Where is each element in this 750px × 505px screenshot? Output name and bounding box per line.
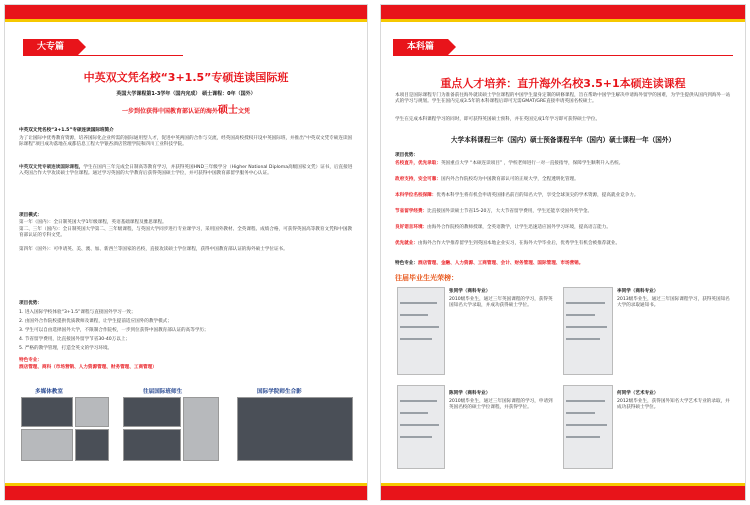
advantage-label: 节省留学经费： xyxy=(395,209,428,214)
caption-group-photo: 国际学院师生合影 xyxy=(257,389,302,395)
advantage-label: 良好语言环境： xyxy=(395,225,428,230)
advantage-label: 名校直升，优先录取： xyxy=(395,161,441,166)
advantage-label: 本科学位名校保障： xyxy=(395,193,437,198)
students-photo xyxy=(183,397,219,461)
highlight-prefix: 一步到位获得中国教育部认证的海外 xyxy=(121,108,218,115)
section-tag: 本科篇 xyxy=(393,39,448,55)
highlight-suffix: 文凭 xyxy=(238,108,251,115)
advantage-label: 政府支持，安全可靠： xyxy=(395,177,441,182)
tag-underline xyxy=(393,55,733,56)
bottom-red-bar xyxy=(5,486,367,500)
advantage-item: 3. 学生可以自由选择国外大学，不限制合作院校，一步到位获得中国教育部认证的高等学历； xyxy=(19,328,209,333)
hnd-title: 中英双文凭专硕连读国际课程， xyxy=(19,165,84,170)
highlight-big: 硕士 xyxy=(218,105,238,116)
intro-text-2: 学生在完成本科课程学习的同时，即可获得英国硕士预科，并在英国完成1年学习即可获得硕士学位。 xyxy=(395,117,601,122)
graduate-name: 陈同学（商科专业） xyxy=(449,391,491,396)
classroom-photo xyxy=(21,429,73,461)
advantage-item xyxy=(395,241,733,247)
advantage-text: 优秀本科学生将有机会申请英国排名前百的知名大学，享受全球顶尖的学术资源，提高就业竞争力。 xyxy=(436,193,639,198)
program-subtitle: 大学本科课程三年（国内）硕士预备课程半年（国内）硕士课程一年（国外） xyxy=(450,136,676,144)
majors-line xyxy=(395,261,733,267)
graduate-name: 何同学（艺术专业） xyxy=(617,391,659,396)
certificate-image xyxy=(397,385,445,469)
students-photo xyxy=(123,397,181,427)
certificate-image xyxy=(563,287,613,375)
graduates-title: 往届毕业生光荣榜： xyxy=(395,274,458,282)
top-yellow-bar xyxy=(381,19,745,22)
tag-underline xyxy=(23,55,183,56)
top-red-bar xyxy=(5,5,367,19)
graduate-name: 张同学（商科专业） xyxy=(449,289,491,294)
advantage-text: 由海外合作院校的教师授课，全英语教学，让学生迅速适应国外学习环境，提高语言能力。 xyxy=(427,225,611,230)
advantage-item xyxy=(395,225,733,231)
left-page xyxy=(4,4,368,501)
advantage-item xyxy=(395,209,733,215)
intro-text: 为了让国际中优秀教育资源，培养国际化企业所需的国际通用型人才，促进中英两国的合作与交流，经英国高校授权开设中英国际班，并推出“中英双文凭专硕连读国际课程”项目成功落地在成都信息工程大学银杏酒店管理学院和四川工业科技学院。 xyxy=(19,136,353,148)
highlight-line xyxy=(5,101,367,116)
intro-text: 本项目是国际课程专门为准备前往海外就读硕士学位课程的中国学生量身定制的研修课程，旨在帮助中国学生解决申请海外留学的困难，为学生提供从国内到海外一站式的学习与规划。学生在国内完成3.5年的本科课程后即可无需GMAT/GRE直接申请英国名校硕士。 xyxy=(395,93,731,105)
graduate-text: 2013级毕业生，通过三年国际课程学习，获得英国知名大学的录取通知书。 xyxy=(617,297,730,309)
classroom-photo xyxy=(75,429,109,461)
page-title: 重点人才培养：直升海外名校3.5+1本硕连读课程 xyxy=(440,77,686,90)
bottom-red-bar xyxy=(381,486,745,500)
advantage-text: 英国重点大学 “本硕连读项目” ，学校老师进行一对一直接指导，保障学生顺利升入名校。 xyxy=(440,161,624,166)
graduate-name: 李同学（商科专业） xyxy=(617,289,659,294)
major-text: 酒店管理、商科（市场营销、人力资源管理、财务管理、工商管理） xyxy=(19,365,157,370)
intro-title: 中英双文凭名校“3+1.5”专硕连读国际班简介 xyxy=(19,128,114,133)
project-mode-line: 第一年（国内）：全日制英国大学1年级课程，英语基础课程及雅思课程。 xyxy=(19,220,167,225)
program-meta: 英国大学课程第1-3学年（国内完成） 硕士课程：0年（国外） xyxy=(116,91,256,97)
advantage-item: 5. 严格的教学管理，打造全英文的学习环境。 xyxy=(19,346,113,351)
hnd-paragraph xyxy=(19,165,355,178)
advantage-item: 4. 节省留学费用，比直接国外留学节省30-40万以上； xyxy=(19,337,131,342)
graduate-text: 2010级毕业生，通过三年国际课程的学习，申请到英国名校的硕士学位课程，并获得学位。 xyxy=(449,399,553,411)
advantage-item: 2. 由国外合作院校提供优质教师及课程，让学生提前适应国外的教学模式； xyxy=(19,319,172,324)
project-mode-title: 项目模式： xyxy=(19,213,42,218)
advantage-item xyxy=(395,193,733,199)
major-title: 特色专业： xyxy=(19,358,42,363)
caption-past-students: 往届国际班师生 xyxy=(143,389,183,395)
project-mode-line: 第二、三年（国内）：全日制英国大学第二、三年级课程，与英国大学同步进行专业课学习，采用国外教材、全英课程、成绩合格，可获得英国高等教育文凭和中国教育部认证的专科文凭。 xyxy=(19,227,353,239)
graduate-text: 2012级毕业生，获得国外知名大学艺术专业的录取，并成功获得硕士学位。 xyxy=(617,399,730,411)
major-text: 酒店管理、金融、人力资源、工商管理、会计、财务管理、国际管理、市场营销。 xyxy=(417,261,584,266)
certificate-image xyxy=(563,385,613,469)
project-mode-line: 第四年（国外）：可申请英、美、澳、加、新西兰等国家的名校，直接攻读硕士学位课程，获得中国教育部认证的海外硕士学位证书。 xyxy=(19,247,288,252)
section-tag: 大专篇 xyxy=(23,39,78,55)
right-page xyxy=(380,4,746,501)
major-title: 特色专业： xyxy=(395,261,418,266)
group-photo xyxy=(237,397,353,461)
classroom-photo xyxy=(21,397,73,427)
advantage-label: 优先就业： xyxy=(395,241,418,246)
advantage-item xyxy=(395,161,733,167)
advantage-text: 国内外合作院校均为中国教育部认可的正规大学，全程透明化管理。 xyxy=(440,177,579,182)
classroom-photo xyxy=(75,397,109,427)
top-yellow-bar xyxy=(5,19,367,22)
advantages-title: 项目优势： xyxy=(19,301,42,306)
hnd-text: 学生在国内三年完成全日制高等教育学习，并获得英国HND三年级学分（Higher National Diploma高级国家文凭）证书，后直接进入英国合作大学攻读硕士学位课程。通过学习英国的大学教育后获得英国硕士学位，并可获得中国教育部留学服务中心认证。 xyxy=(19,165,353,177)
top-red-bar xyxy=(381,5,745,19)
advantage-item xyxy=(395,177,733,183)
page-title: 中英双文凭名校“3+1.5”专硕连读国际班 xyxy=(83,71,289,84)
advantage-item: 1. 进入国际学校体验“3+1.5”课程与直接国外学习一致； xyxy=(19,310,136,315)
advantages-title: 项目优势： xyxy=(395,153,418,158)
students-photo xyxy=(123,429,181,461)
graduate-text: 2010级毕业生，通过三年英国课程的学习，获得英国知名大学录取，并成功获得硕士学位。 xyxy=(449,297,553,309)
caption-classroom: 多媒体教室 xyxy=(35,389,63,395)
advantage-text: 由海外合作大学推荐留学生到英国本地企业实习，在海外大学毕业后，优秀学生有机会被推荐就业。 xyxy=(417,241,621,246)
advantage-text: 比直接国外读硕士节省15-20万，大大节省留学费用，学生还能享受国外奖学金。 xyxy=(427,209,593,214)
certificate-image xyxy=(397,287,445,375)
